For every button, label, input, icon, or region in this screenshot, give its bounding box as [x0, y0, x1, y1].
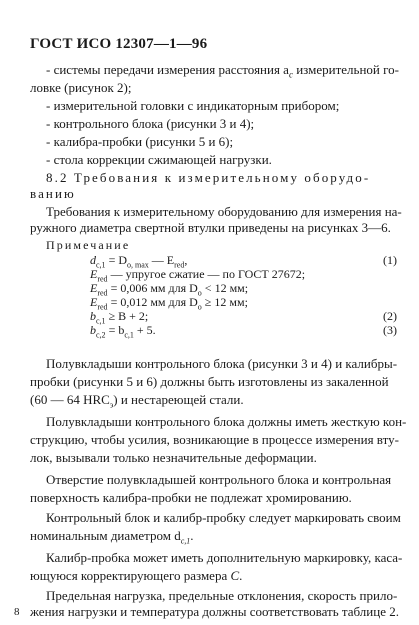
para-2-line-1: Полувкладыши контрольного блока должны иметь жесткую кон-	[46, 414, 407, 429]
formula-5-var: b	[90, 309, 96, 323]
para-4-line-2-sub: c,1	[180, 536, 191, 546]
formula-5-sub: c,1	[96, 316, 106, 326]
formula-4-sub2: o	[197, 302, 202, 312]
para-1-line-3-tail: ) и нестареющей стали.	[113, 392, 244, 407]
para-4-line-2-text: номинальным диаметром d	[30, 528, 181, 543]
formula-2-sub: red	[97, 274, 108, 284]
formula-6	[90, 324, 156, 341]
formula-4-sub: red	[97, 302, 108, 312]
formula-1-sub3: red	[174, 260, 185, 270]
note-label: Примечание	[46, 238, 131, 252]
document-header: ГОСТ ИСО 12307—1—96	[30, 36, 208, 52]
formula-3-sub: red	[97, 288, 108, 298]
para-6-line-1: Предельная нагрузка, предельные отклонения, скорость прило-	[46, 588, 398, 603]
formula-1-rest2: — E	[148, 253, 175, 267]
para-2-line-2: струкцию, чтобы усилия, возникающие в процессе измерения вту-	[30, 432, 399, 447]
section-heading-line-2: ванию	[30, 186, 76, 201]
formula-4-var: E	[90, 295, 98, 309]
formula-3-sub2: o	[197, 288, 202, 298]
formula-4-rest2: ≥ 12 мм;	[201, 295, 248, 309]
list-line-5: - калибра-пробки (рисунки 5 и 6);	[46, 134, 234, 149]
formula-5-rest: ≥ B + 2;	[105, 309, 149, 323]
page-number: 8	[14, 606, 20, 618]
list-line-4: - контрольного блока (рисунки 3 и 4);	[46, 116, 255, 131]
para-5-line-2-text: ющуюся корректирующего размера	[30, 568, 231, 583]
para-5-line-2	[30, 568, 402, 584]
formula-1-rest: = D	[105, 253, 127, 267]
formula-1: $d_{c,1} = D_{o, max}$ — $E_{red}$,	[90, 253, 188, 270]
para-5-line-2-italic: C	[230, 568, 240, 583]
para-4-line-1: Контрольный блок и калибр-пробку следует маркировать своим	[46, 510, 401, 525]
para-5-line-1: Калибр-пробка может иметь дополнительную маркировку, каса-	[46, 550, 403, 565]
formula-6-sub: c,2	[96, 330, 106, 340]
body-line-10: ружного диаметра свертной втулки приведены на рисунках 3—6.	[30, 220, 391, 235]
formula-5-number: (2)	[383, 309, 397, 323]
list-line-2: ловке (рисунок 2);	[30, 80, 132, 95]
formula-6-sub2: c,1	[124, 330, 134, 340]
formula-3-var: E	[90, 281, 98, 295]
para-6-line-2: жения нагрузки и температура должны соответствовать таблице 2.	[30, 604, 399, 619]
formula-1-number: (1)	[383, 253, 397, 267]
formula-1-sub: c,1	[96, 260, 106, 270]
formula-3-rest: = 0,006 мм для D	[107, 281, 198, 295]
list-line-1-sub: c	[288, 69, 293, 80]
list-line-1-text: - системы передачи измерения расстояния a	[46, 62, 289, 77]
para-1-line-3-sub: э	[109, 400, 114, 410]
para-3-line-1: Отверстие полувкладышей контрольного блока и контрольная	[46, 472, 392, 487]
section-heading-line-1: 8.2 Требования к измерительному оборудо-	[46, 170, 371, 185]
para-1-line-1: Полувкладыши контрольного блока (рисунки 3 и 4) и калибры-	[46, 356, 398, 371]
para-4-line-2	[30, 528, 402, 550]
para-5-line-2-tail: .	[239, 568, 243, 583]
para-1-line-3-text: (60 — 64 HRC	[30, 392, 110, 407]
body-line-9: Требования к измерительному оборудованию для измерения на-	[46, 204, 402, 219]
list-line-3: - измерительной головки с индикаторным прибором;	[46, 98, 340, 113]
formula-1-sub2: o, max	[127, 260, 149, 270]
formula-6-var: b	[90, 323, 96, 337]
formula-6-rest2: + 5.	[133, 323, 156, 337]
para-3-line-2: поверхность калибра-пробки не подлежат хромированию.	[30, 490, 352, 505]
formula-3-rest2: < 12 мм;	[201, 281, 249, 295]
formula-4-rest: = 0,012 мм для D	[107, 295, 198, 309]
para-4-line-2-tail: .	[190, 528, 194, 543]
list-line-6: - стола коррекции сжимающей нагрузки.	[46, 152, 272, 167]
para-1-line-3	[30, 392, 402, 414]
formula-1-var: d	[90, 253, 96, 267]
formula-6-number: (3)	[383, 323, 397, 337]
formula-2-var: E	[90, 267, 98, 281]
para-2-line-3: лок, вызывали только незначительные деформации.	[30, 450, 317, 465]
formula-2-rest: — упругое сжатие — по ГОСТ 27672;	[107, 267, 306, 281]
para-1-line-2: пробки (рисунки 5 и 6) должны быть изготовлены из закаленной	[30, 374, 389, 389]
formula-6-rest: = b	[105, 323, 125, 337]
list-line-1-tail: измерительной го-	[292, 62, 399, 77]
